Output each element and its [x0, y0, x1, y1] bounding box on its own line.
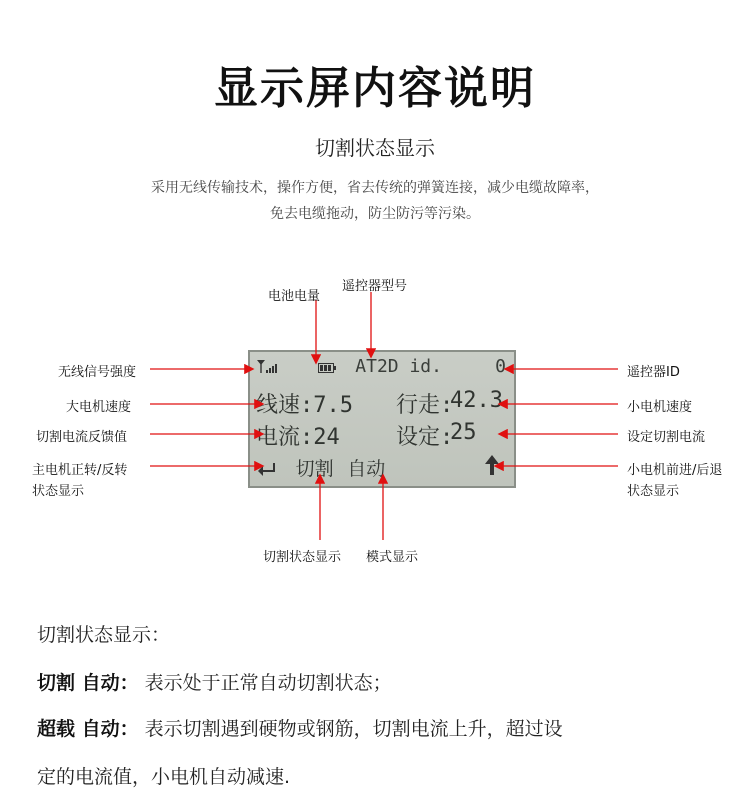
current-value: 24 — [313, 425, 340, 450]
section-title: 切割状态显示： — [37, 624, 171, 646]
label-remote-model: 遥控器型号 — [342, 279, 408, 294]
label-current-feedback: 切割电流反馈值 — [36, 430, 128, 445]
body-line-3: 定的电流值，小电机自动减速. — [37, 766, 291, 788]
remote-id: 0 — [495, 356, 506, 377]
label-mode: 模式显示 — [366, 550, 419, 565]
mode: 自动 — [347, 458, 386, 480]
remote-model: AT2D id. — [355, 356, 442, 377]
label-remote-id: 遥控器ID — [627, 365, 680, 380]
current-label: 电流: — [256, 425, 314, 450]
body-line-2 — [37, 714, 563, 741]
body-line-1 — [37, 668, 392, 695]
text-cut-auto: 表示处于正常自动切割状态； — [138, 672, 392, 694]
cut-state: 切割 — [295, 458, 334, 480]
label-cut-state: 切割状态显示 — [263, 550, 342, 565]
label-big-motor-speed: 大电机速度 — [66, 400, 132, 415]
label-main-motor-1: 主电机正转/反转 — [32, 463, 128, 478]
wire-speed-value: 7.5 — [313, 393, 353, 418]
label-set-current: 设定切割电流 — [627, 430, 706, 445]
travel-value: 42.3 — [450, 388, 503, 413]
text-overload-auto: 表示切割遇到硬物或钢筋，切割电流上升，超过设 — [138, 718, 563, 740]
description-line-2: 免去电缆拖动，防尘防污等污染。 — [270, 206, 480, 222]
label-small-motor-dir-1: 小电机前进/后退 — [627, 463, 723, 478]
label-small-motor-speed: 小电机速度 — [627, 400, 693, 415]
description-line-1: 采用无线传输技术，操作方便，省去传统的弹簧连接，减少电缆故障率， — [151, 180, 599, 196]
label-battery: 电池电量 — [268, 289, 321, 304]
label-main-motor-2: 状态显示 — [32, 484, 85, 499]
term-cut-auto: 切割 自动： — [37, 672, 139, 694]
set-label: 设定: — [396, 425, 454, 450]
page-subtitle: 切割状态显示 — [315, 136, 435, 160]
label-signal-strength: 无线信号强度 — [58, 365, 137, 380]
wire-speed-label: 线速: — [256, 393, 314, 418]
page-title: 显示屏内容说明 — [214, 63, 536, 114]
set-value: 25 — [450, 420, 477, 445]
label-small-motor-dir-2: 状态显示 — [627, 484, 680, 499]
travel-label: 行走: — [396, 393, 454, 418]
term-overload-auto: 超载 自动： — [37, 718, 139, 740]
